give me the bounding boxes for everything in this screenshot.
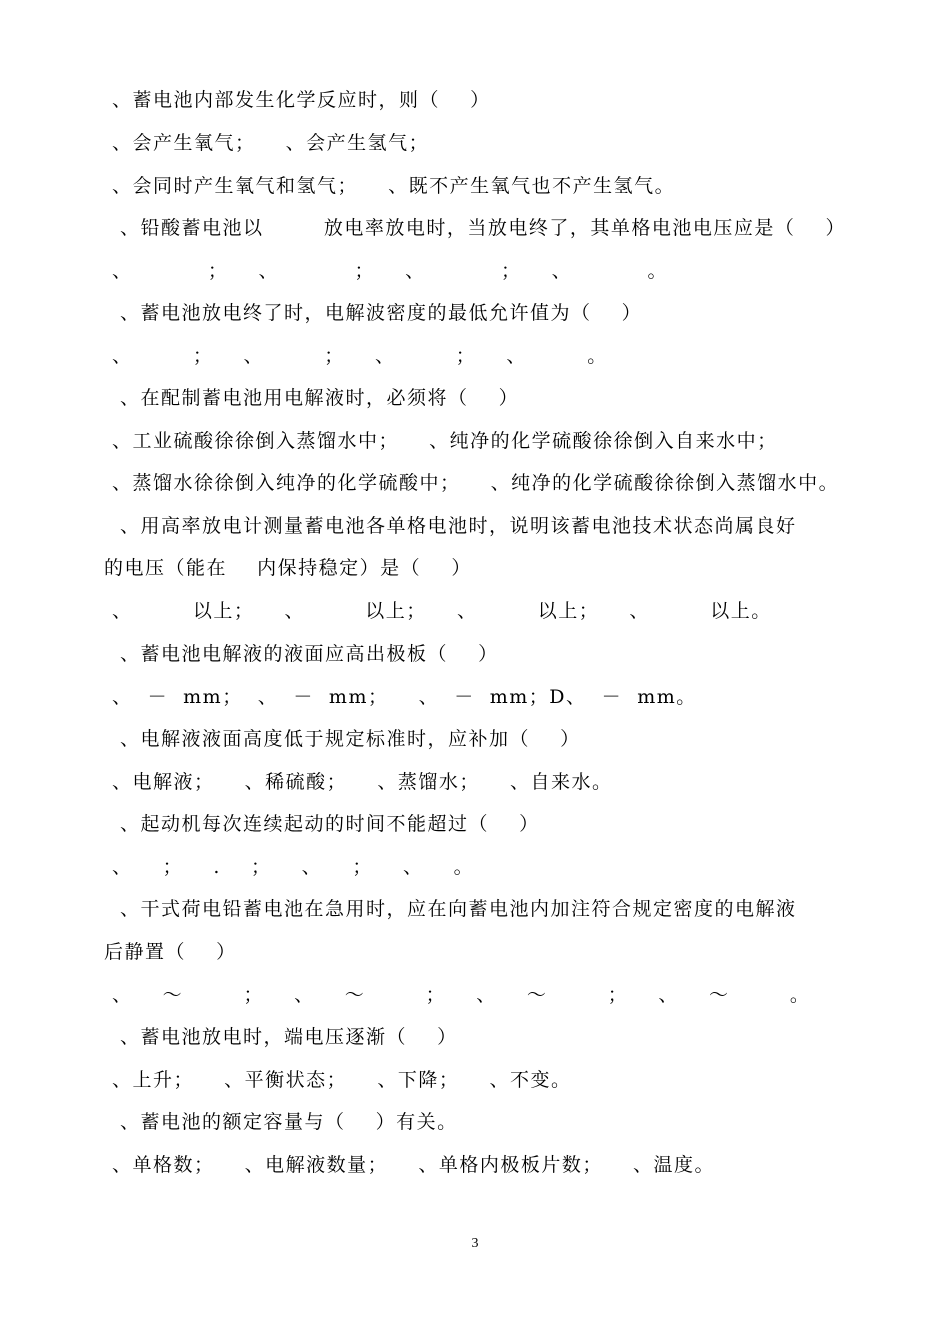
- text-line: 的电压（能在 内保持稳定）是（ ）: [104, 557, 472, 579]
- page-number: 3: [471, 1236, 479, 1251]
- text-line: 、单格数； 、电解液数量； 、单格内极板片数； 、温度。: [112, 1154, 715, 1176]
- text-line: 、会产生氧气； 、会产生氢气；: [112, 132, 430, 154]
- text-line: 、 ； . ； 、 ； 、 。: [112, 856, 475, 878]
- text-line: 、干式荷电铅蓄电池在急用时，应在向蓄电池内加注符合规定密度的电解液: [120, 898, 797, 920]
- text-line: 、 ； 、 ； 、 ； 、 。: [112, 260, 669, 282]
- text-line: 、用高率放电计测量蓄电池各单格电池时，说明该蓄电池技术状态尚属良好: [120, 515, 797, 537]
- text-line: 、 以上； 、 以上； 、 以上； 、 以上。: [112, 600, 772, 622]
- text-line: 、蓄电池的额定容量与（ ）有关。: [120, 1111, 458, 1133]
- text-line: 、电解液液面高度低于规定标准时，应补加（ ）: [120, 728, 581, 750]
- text-line: 、电解液； 、稀硫酸； 、蒸馏水； 、自来水。: [112, 771, 613, 793]
- text-line: 、 ～ ； 、 ～ ； 、 ～ ； 、 ～ 。: [112, 984, 811, 1006]
- text-line: 、起动机每次连续起动的时间不能超过（ ）: [120, 813, 540, 835]
- text-line: 、上升； 、平衡状态； 、下降； 、不变。: [112, 1069, 572, 1091]
- text-line: 、会同时产生氧气和氢气； 、既不产生氧气也不产生氢气。: [112, 175, 676, 197]
- text-line: 、 ； 、 ； 、 ； 、 。: [112, 345, 608, 367]
- text-line: 、工业硫酸徐徐倒入蒸馏水中； 、纯净的化学硫酸徐徐倒入自来水中；: [112, 430, 778, 452]
- text-line: 、在配制蓄电池用电解液时，必须将（ ）: [120, 387, 520, 409]
- text-line: 、蓄电池电解液的液面应高出极板（ ）: [120, 643, 499, 665]
- text-line: 、铅酸蓄电池以 放电率放电时，当放电终了，其单格电池电压应是（ ）: [120, 217, 846, 239]
- text-line: 、蓄电池放电时，端电压逐渐（ ）: [120, 1026, 458, 1048]
- text-line: 、 － mm； 、 － mm； 、 － mm；D、 － mm。: [112, 686, 697, 708]
- text-line: 、蒸馏水徐徐倒入纯净的化学硫酸中； 、纯净的化学硫酸徐徐倒入蒸馏水中。: [112, 472, 840, 494]
- text-line: 、蓄电池内部发生化学反应时，则（ ）: [112, 89, 491, 111]
- text-line: 、蓄电池放电终了时，电解波密度的最低允许值为（ ）: [120, 302, 643, 324]
- text-line: 后静置（ ）: [104, 941, 237, 963]
